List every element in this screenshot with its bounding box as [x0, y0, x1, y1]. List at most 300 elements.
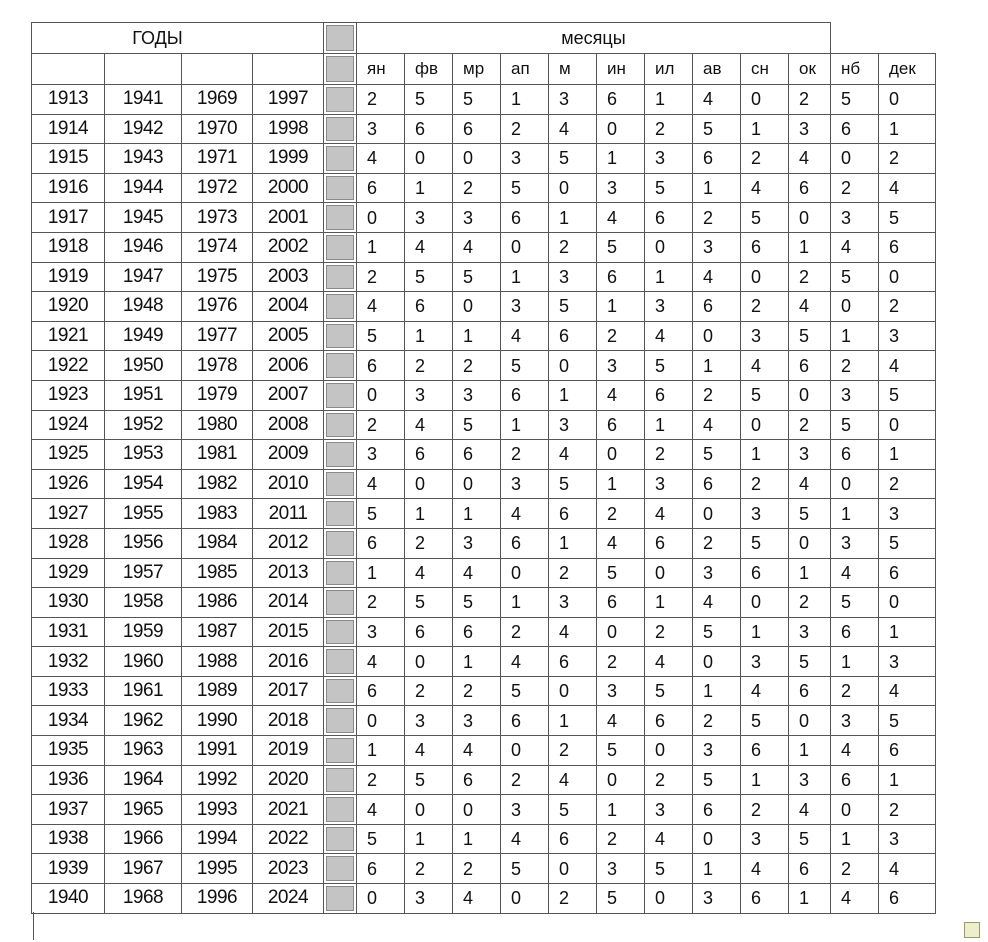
- value-cell: 0: [357, 203, 405, 233]
- value-cell: 5: [549, 292, 597, 322]
- year-cell: 2003: [253, 262, 324, 292]
- swatch-cell: [324, 676, 357, 706]
- value-cell: 3: [789, 114, 831, 144]
- value-cell: 0: [789, 380, 831, 410]
- value-cell: 3: [453, 380, 501, 410]
- table-row: [32, 528, 936, 558]
- value-cell: 4: [453, 232, 501, 262]
- year-cell: 1943: [105, 144, 182, 174]
- year-cell: 2019: [253, 736, 324, 766]
- swatch-cell: [324, 321, 357, 351]
- value-cell: 5: [789, 499, 831, 529]
- table-row: [32, 380, 936, 410]
- value-cell: 5: [501, 854, 549, 884]
- year-cell: 1964: [105, 765, 182, 795]
- value-cell: 4: [879, 351, 936, 381]
- month-header: нб: [831, 54, 879, 85]
- year-cell: 1979: [182, 380, 253, 410]
- year-cell: 1925: [32, 440, 105, 470]
- value-cell: 4: [549, 440, 597, 470]
- value-cell: 0: [405, 647, 453, 677]
- year-cell: 1938: [32, 824, 105, 854]
- swatch-cell: [324, 440, 357, 470]
- value-cell: 1: [789, 884, 831, 914]
- value-cell: 3: [693, 232, 741, 262]
- year-cell: 1969: [182, 85, 253, 115]
- value-cell: 4: [453, 558, 501, 588]
- value-cell: 0: [501, 232, 549, 262]
- value-cell: 1: [789, 736, 831, 766]
- value-cell: 4: [831, 736, 879, 766]
- value-cell: 6: [501, 380, 549, 410]
- value-cell: 0: [789, 706, 831, 736]
- value-cell: 1: [831, 321, 879, 351]
- value-cell: 2: [741, 144, 789, 174]
- year-cell: 2023: [253, 854, 324, 884]
- year-cell: 1940: [32, 884, 105, 914]
- value-cell: 3: [645, 469, 693, 499]
- value-cell: 3: [597, 351, 645, 381]
- table-row: [32, 292, 936, 322]
- value-cell: 4: [501, 647, 549, 677]
- value-cell: 5: [597, 736, 645, 766]
- month-header: м: [549, 54, 597, 85]
- month-header: ян: [357, 54, 405, 85]
- value-cell: 6: [549, 321, 597, 351]
- value-cell: 4: [789, 795, 831, 825]
- value-cell: 3: [501, 292, 549, 322]
- value-cell: 6: [741, 884, 789, 914]
- value-cell: 1: [549, 528, 597, 558]
- value-cell: 4: [879, 854, 936, 884]
- year-col-header: [253, 54, 324, 85]
- value-cell: 3: [789, 440, 831, 470]
- year-cell: 1932: [32, 647, 105, 677]
- value-cell: 0: [831, 795, 879, 825]
- swatch-cell: [324, 380, 357, 410]
- value-cell: 3: [453, 203, 501, 233]
- value-cell: 1: [879, 617, 936, 647]
- year-cell: 1934: [32, 706, 105, 736]
- value-cell: 6: [645, 528, 693, 558]
- year-cell: 2000: [253, 173, 324, 203]
- value-cell: 2: [405, 351, 453, 381]
- value-cell: 3: [405, 706, 453, 736]
- swatch-cell: [324, 292, 357, 322]
- value-cell: 3: [879, 499, 936, 529]
- swatch-cell: [324, 54, 357, 85]
- year-cell: 2007: [253, 380, 324, 410]
- value-cell: 2: [405, 854, 453, 884]
- value-cell: 3: [645, 292, 693, 322]
- year-cell: 1937: [32, 795, 105, 825]
- value-cell: 4: [645, 824, 693, 854]
- value-cell: 5: [501, 173, 549, 203]
- year-cell: 2004: [253, 292, 324, 322]
- value-cell: 2: [741, 469, 789, 499]
- value-cell: 2: [693, 528, 741, 558]
- year-cell: 1914: [32, 114, 105, 144]
- swatch-cell: [324, 588, 357, 618]
- table-row: [32, 85, 936, 115]
- year-cell: 1987: [182, 617, 253, 647]
- value-cell: 6: [789, 173, 831, 203]
- value-cell: 2: [501, 440, 549, 470]
- year-cell: 2015: [253, 617, 324, 647]
- value-cell: 0: [357, 884, 405, 914]
- value-cell: 0: [453, 144, 501, 174]
- value-cell: 5: [693, 617, 741, 647]
- value-cell: 0: [501, 558, 549, 588]
- value-cell: 3: [501, 469, 549, 499]
- value-cell: 3: [831, 706, 879, 736]
- value-cell: 0: [741, 262, 789, 292]
- value-cell: 2: [597, 647, 645, 677]
- year-cell: 2014: [253, 588, 324, 618]
- value-cell: 0: [645, 736, 693, 766]
- value-cell: 0: [741, 410, 789, 440]
- swatch-cell: [324, 647, 357, 677]
- value-cell: 5: [501, 676, 549, 706]
- value-cell: 6: [693, 469, 741, 499]
- value-cell: 6: [357, 528, 405, 558]
- value-cell: 4: [831, 884, 879, 914]
- year-cell: 1992: [182, 765, 253, 795]
- value-cell: 1: [879, 765, 936, 795]
- value-cell: 6: [789, 351, 831, 381]
- value-cell: 0: [549, 173, 597, 203]
- value-cell: 1: [549, 380, 597, 410]
- year-cell: 1984: [182, 528, 253, 558]
- value-cell: 3: [693, 736, 741, 766]
- value-cell: 6: [453, 440, 501, 470]
- value-cell: 3: [405, 884, 453, 914]
- year-cell: 2006: [253, 351, 324, 381]
- value-cell: 0: [831, 292, 879, 322]
- year-cell: 1926: [32, 469, 105, 499]
- value-cell: 0: [453, 795, 501, 825]
- table-row: [32, 854, 936, 884]
- value-cell: 2: [693, 706, 741, 736]
- value-cell: 5: [693, 440, 741, 470]
- value-cell: 6: [405, 440, 453, 470]
- month-header: ав: [693, 54, 741, 85]
- value-cell: 2: [789, 85, 831, 115]
- value-cell: 1: [453, 321, 501, 351]
- value-cell: 3: [645, 795, 693, 825]
- value-cell: 2: [693, 380, 741, 410]
- value-cell: 4: [453, 736, 501, 766]
- swatch-cell: [324, 765, 357, 795]
- value-cell: 0: [879, 588, 936, 618]
- year-cell: 1989: [182, 676, 253, 706]
- value-cell: 3: [879, 824, 936, 854]
- table-row: [32, 232, 936, 262]
- value-cell: 4: [405, 232, 453, 262]
- year-cell: 1975: [182, 262, 253, 292]
- value-cell: 5: [453, 588, 501, 618]
- value-cell: 0: [453, 292, 501, 322]
- value-cell: 0: [549, 351, 597, 381]
- swatch-cell: [324, 262, 357, 292]
- year-cell: 1953: [105, 440, 182, 470]
- value-cell: 1: [831, 647, 879, 677]
- value-cell: 6: [693, 795, 741, 825]
- value-cell: 4: [453, 884, 501, 914]
- table-row: [32, 321, 936, 351]
- value-cell: 1: [645, 85, 693, 115]
- value-cell: 4: [831, 232, 879, 262]
- table-row: [32, 736, 936, 766]
- year-cell: 2021: [253, 795, 324, 825]
- value-cell: 0: [501, 736, 549, 766]
- value-cell: 2: [597, 499, 645, 529]
- swatch-cell: [324, 736, 357, 766]
- table-row: [32, 706, 936, 736]
- value-cell: 6: [789, 854, 831, 884]
- year-cell: 1986: [182, 588, 253, 618]
- value-cell: 6: [549, 647, 597, 677]
- value-cell: 2: [549, 884, 597, 914]
- value-cell: 0: [741, 85, 789, 115]
- value-cell: 2: [549, 736, 597, 766]
- table-row: [32, 676, 936, 706]
- year-cell: 1920: [32, 292, 105, 322]
- value-cell: 6: [693, 144, 741, 174]
- value-cell: 3: [789, 765, 831, 795]
- value-cell: 3: [405, 380, 453, 410]
- swatch-cell: [324, 854, 357, 884]
- year-cell: 1918: [32, 232, 105, 262]
- value-cell: 0: [357, 706, 405, 736]
- value-cell: 5: [789, 824, 831, 854]
- year-cell: 1948: [105, 292, 182, 322]
- value-cell: 5: [741, 380, 789, 410]
- year-cell: 1972: [182, 173, 253, 203]
- value-cell: 1: [741, 440, 789, 470]
- value-cell: 4: [789, 469, 831, 499]
- year-col-header: [105, 54, 182, 85]
- value-cell: 1: [831, 499, 879, 529]
- value-cell: 5: [357, 499, 405, 529]
- value-cell: 0: [501, 884, 549, 914]
- value-cell: 5: [549, 144, 597, 174]
- header-row-months: [32, 54, 936, 85]
- value-cell: 4: [501, 499, 549, 529]
- year-cell: 1950: [105, 351, 182, 381]
- value-cell: 0: [597, 440, 645, 470]
- value-cell: 5: [405, 765, 453, 795]
- value-cell: 6: [405, 292, 453, 322]
- value-cell: 2: [453, 854, 501, 884]
- value-cell: 6: [501, 528, 549, 558]
- table-row: [32, 765, 936, 795]
- table-row: [32, 114, 936, 144]
- value-cell: 4: [549, 765, 597, 795]
- value-cell: 1: [597, 292, 645, 322]
- month-header: ок: [789, 54, 831, 85]
- year-cell: 1921: [32, 321, 105, 351]
- year-cell: 2005: [253, 321, 324, 351]
- value-cell: 5: [357, 321, 405, 351]
- value-cell: 0: [693, 499, 741, 529]
- header-row-groups: [32, 23, 936, 54]
- value-cell: 3: [693, 884, 741, 914]
- value-cell: 3: [693, 558, 741, 588]
- value-cell: 0: [789, 528, 831, 558]
- year-cell: 1971: [182, 144, 253, 174]
- value-cell: 5: [597, 232, 645, 262]
- table-row: [32, 795, 936, 825]
- swatch-cell: [324, 528, 357, 558]
- value-cell: 5: [831, 85, 879, 115]
- value-cell: 4: [597, 528, 645, 558]
- value-cell: 2: [405, 676, 453, 706]
- value-cell: 4: [741, 676, 789, 706]
- value-cell: 5: [357, 824, 405, 854]
- value-cell: 2: [357, 85, 405, 115]
- year-cell: 1982: [182, 469, 253, 499]
- year-month-table: [31, 22, 936, 914]
- value-cell: 4: [645, 499, 693, 529]
- year-cell: 1931: [32, 617, 105, 647]
- year-cell: 1980: [182, 410, 253, 440]
- value-cell: 5: [405, 588, 453, 618]
- year-cell: 1915: [32, 144, 105, 174]
- year-col-header: [32, 54, 105, 85]
- value-cell: 4: [597, 380, 645, 410]
- value-cell: 0: [789, 203, 831, 233]
- table-row: [32, 144, 936, 174]
- value-cell: 1: [693, 351, 741, 381]
- table-row: [32, 617, 936, 647]
- value-cell: 1: [831, 824, 879, 854]
- value-cell: 3: [549, 262, 597, 292]
- value-cell: 6: [405, 114, 453, 144]
- value-cell: 5: [405, 85, 453, 115]
- year-cell: 2017: [253, 676, 324, 706]
- value-cell: 4: [549, 114, 597, 144]
- year-cell: 1990: [182, 706, 253, 736]
- value-cell: 4: [879, 173, 936, 203]
- value-cell: 2: [645, 765, 693, 795]
- table-row: [32, 558, 936, 588]
- year-cell: 1981: [182, 440, 253, 470]
- value-cell: 2: [831, 676, 879, 706]
- value-cell: 6: [879, 884, 936, 914]
- swatch-cell: [324, 114, 357, 144]
- year-cell: 1954: [105, 469, 182, 499]
- value-cell: 2: [789, 410, 831, 440]
- value-cell: 1: [453, 824, 501, 854]
- value-cell: 6: [453, 617, 501, 647]
- value-cell: 5: [645, 173, 693, 203]
- year-cell: 1930: [32, 588, 105, 618]
- value-cell: 5: [831, 588, 879, 618]
- year-cell: 1976: [182, 292, 253, 322]
- value-cell: 0: [831, 469, 879, 499]
- table-row: [32, 824, 936, 854]
- value-cell: 4: [597, 706, 645, 736]
- value-cell: 5: [789, 321, 831, 351]
- year-cell: 2012: [253, 528, 324, 558]
- value-cell: 4: [357, 469, 405, 499]
- swatch-cell: [324, 23, 357, 54]
- year-cell: 2022: [253, 824, 324, 854]
- value-cell: 3: [741, 824, 789, 854]
- value-cell: 2: [357, 262, 405, 292]
- year-cell: 1962: [105, 706, 182, 736]
- table-row: [32, 351, 936, 381]
- value-cell: 4: [789, 292, 831, 322]
- value-cell: 4: [693, 410, 741, 440]
- value-cell: 0: [741, 588, 789, 618]
- value-cell: 2: [879, 795, 936, 825]
- year-cell: 2018: [253, 706, 324, 736]
- value-cell: 5: [645, 854, 693, 884]
- value-cell: 5: [831, 262, 879, 292]
- year-cell: 2024: [253, 884, 324, 914]
- value-cell: 1: [597, 469, 645, 499]
- value-cell: 1: [879, 114, 936, 144]
- swatch-cell: [324, 144, 357, 174]
- value-cell: 5: [741, 528, 789, 558]
- month-header: ап: [501, 54, 549, 85]
- swatch-cell: [324, 410, 357, 440]
- value-cell: 1: [645, 262, 693, 292]
- value-cell: 5: [693, 765, 741, 795]
- year-cell: 1916: [32, 173, 105, 203]
- value-cell: 1: [501, 588, 549, 618]
- year-cell: 2013: [253, 558, 324, 588]
- year-cell: 1955: [105, 499, 182, 529]
- value-cell: 6: [645, 380, 693, 410]
- value-cell: 4: [597, 203, 645, 233]
- table-row: [32, 440, 936, 470]
- value-cell: 2: [501, 114, 549, 144]
- year-cell: 1963: [105, 736, 182, 766]
- value-cell: 5: [645, 676, 693, 706]
- value-cell: 6: [741, 558, 789, 588]
- value-cell: 5: [597, 884, 645, 914]
- years-header: ГОДЫ: [32, 23, 324, 54]
- value-cell: 2: [741, 795, 789, 825]
- swatch-cell: [324, 824, 357, 854]
- year-cell: 1960: [105, 647, 182, 677]
- year-cell: 1973: [182, 203, 253, 233]
- year-cell: 1919: [32, 262, 105, 292]
- year-cell: 1996: [182, 884, 253, 914]
- value-cell: 6: [741, 736, 789, 766]
- value-cell: 6: [879, 736, 936, 766]
- value-cell: 0: [549, 854, 597, 884]
- table-row: [32, 262, 936, 292]
- table-row: [32, 884, 936, 914]
- year-cell: 1922: [32, 351, 105, 381]
- year-col-header: [182, 54, 253, 85]
- year-cell: 2002: [253, 232, 324, 262]
- year-cell: 1952: [105, 410, 182, 440]
- value-cell: 0: [693, 321, 741, 351]
- value-cell: 5: [879, 380, 936, 410]
- value-cell: 2: [357, 410, 405, 440]
- value-cell: 2: [789, 588, 831, 618]
- value-cell: 3: [405, 203, 453, 233]
- value-cell: 1: [405, 824, 453, 854]
- year-cell: 1965: [105, 795, 182, 825]
- value-cell: 2: [453, 676, 501, 706]
- year-cell: 1988: [182, 647, 253, 677]
